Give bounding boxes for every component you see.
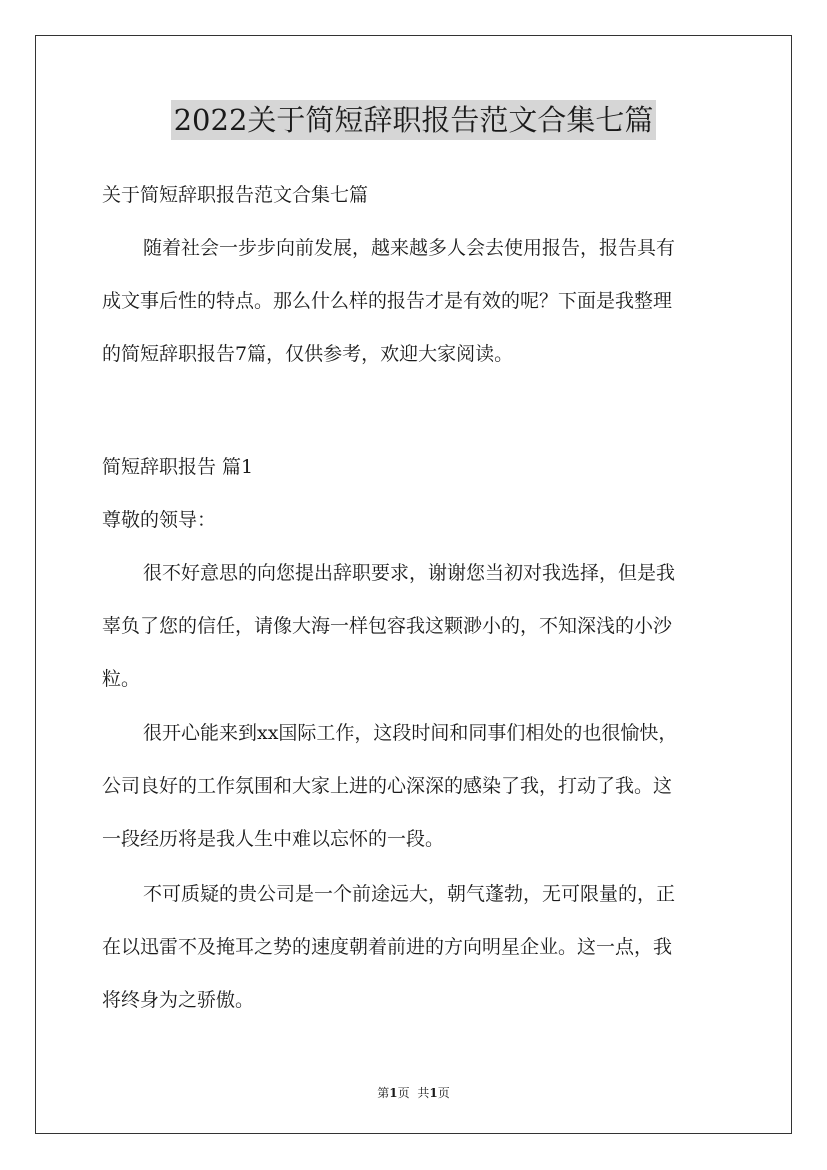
footer-page-suffix: 页 (397, 1086, 410, 1100)
section-heading: 简短辞职报告 篇1 (102, 456, 254, 478)
title-container (0, 100, 827, 140)
body-line-1: 很不好意思的向您提出辞职要求，谢谢您当初对我选择，但是我 (143, 562, 676, 584)
salutation: 尊敬的领导： (102, 509, 217, 531)
body-line-2: 辜负了您的信任，请像大海一样包容我这颗渺小的，不知深浅的小沙 (102, 615, 673, 637)
footer-total-suffix: 页 (437, 1086, 450, 1100)
body-line-7: 不可质疑的贵公司是一个前途远大，朝气蓬勃，无可限量的，正 (143, 883, 676, 905)
document-title: 2022关于简短辞职报告范文合集七篇 (171, 100, 657, 140)
page-footer (0, 1085, 827, 1101)
footer-page-prefix: 第 (377, 1086, 390, 1100)
intro-line-1: 随着社会一步步向前发展，越来越多人会去使用报告，报告具有 (143, 237, 676, 259)
document-subtitle: 关于简短辞职报告范文合集七篇 (102, 184, 369, 206)
footer-page-number: 1 (389, 1086, 398, 1100)
footer-total-prefix: 共 (417, 1086, 430, 1100)
intro-line-2: 成文事后性的特点。那么什么样的报告才是有效的呢？下面是我整理 (102, 290, 673, 312)
body-line-3: 粒。 (102, 668, 141, 690)
body-line-4: 很开心能来到xx国际工作，这段时间和同事们相处的也很愉快， (143, 722, 678, 744)
body-line-8: 在以迅雷不及掩耳之势的速度朝着前进的方向明星企业。这一点，我 (102, 936, 673, 958)
body-line-6: 一段经历将是我人生中难以忘怀的一段。 (102, 828, 445, 850)
intro-line-3: 的简短辞职报告7篇，仅供参考，欢迎大家阅读。 (102, 343, 514, 365)
footer-total-number: 1 (429, 1086, 438, 1100)
body-line-5: 公司良好的工作氛围和大家上进的心深深的感染了我，打动了我。这 (102, 775, 673, 797)
body-line-9: 将终身为之骄傲。 (102, 989, 255, 1011)
